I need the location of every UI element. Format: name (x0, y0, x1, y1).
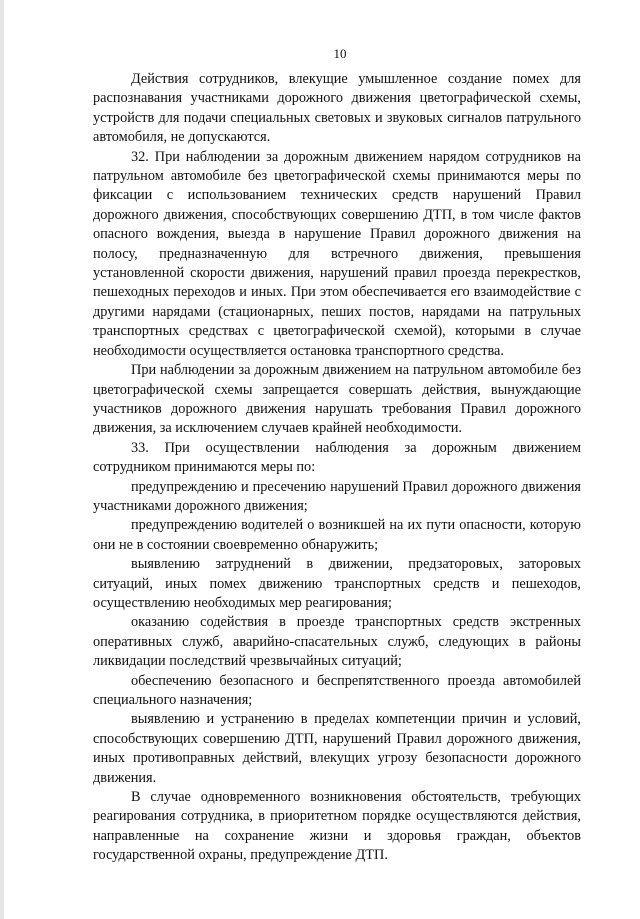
list-item-traffic-difficulties: выявлению затруднений в движении, предзаторовых, заторовых ситуаций, иных помех движению транспортных средств и пешеходов, осуществлению необходимых мер реагирования; (93, 556, 581, 611)
list-item-emergency-assistance: оказанию содействия в проезде транспортных средств экстренных оперативных служб, аварийно-спасательных служб, следующих в районы ликвидации последствий чрезвычайных ситуаций; (93, 614, 581, 670)
list-item-warning-drivers: предупреждению водителей о возникшей на их пути опасности, которую они не в состоянии своевременно обнаружить; (93, 517, 581, 553)
page-number: 10 (333, 46, 347, 61)
paragraph-33: 33. При осуществлении наблюдения за дорожным движением сотрудником принимаются меры по: (93, 439, 581, 476)
paragraph-32: 32. При наблюдении за дорожным движением нарядом сотрудников на патрульном автомобиле без цветографической схемы принимаются меры по фиксации с использованием технических средств нарушений Правил дорожного движения, способствующих совершению ДТП, в том числе фактов опасного вождения, выезда в нарушение Правил дорожного движения на полосу, предназначенную для встречного движения, превышения установленной скорости движения, нарушений правил проезда перекрестков, пешеходных переходов и иных. При этом обеспечивается его взаимодействие с другими нарядами (стационарных, пеших постов, нарядами на патрульных транспортных средствах с цветографической схемой), которыми в случае необходимости осуществляется остановка транспортного средства. (93, 148, 581, 359)
body-text (93, 70, 581, 866)
page-edge-shadow (0, 0, 4, 919)
paragraph-unmarked-car-restrictions: При наблюдении за дорожным движением на патрульном автомобиле без цветографической схемы запрещается совершать действия, вынуждающие участников дорожного движения нарушать требования Правил дорожного движения, за исключением случаев крайней необходимости. (93, 362, 581, 437)
paragraph-actions-prohibited: Действия сотрудников, влекущие умышленное создание помех для распознавания участниками дорожного движения цветографической схемы, устройств для подачи специальных световых и звуковых сигналов патрульного автомобиля, не допускаются. (93, 71, 581, 146)
list-item-prevention-violations: предупреждению и пресечению нарушений Правил дорожного движения участниками дорожного движения; (93, 478, 581, 514)
paragraph-priority-actions: В случае одновременного возникновения обстоятельств, требующих реагирования сотрудника, в приоритетном порядке осуществляются действия, направленные на сохранение жизни и здоровья граждан, объектов государственной охраны, предупреждение ДТП. (93, 789, 581, 864)
list-item-special-vehicles: обеспечению безопасного и беспрепятственного проезда автомобилей специального назначения; (93, 672, 581, 708)
list-item-eliminating-causes: выявлению и устранению в пределах компетенции причин и условий, способствующих совершению ДТП, нарушений Правил дорожного движения, иных противоправных действий, влекущих угрозу безопасности дорожного движения. (93, 711, 581, 786)
